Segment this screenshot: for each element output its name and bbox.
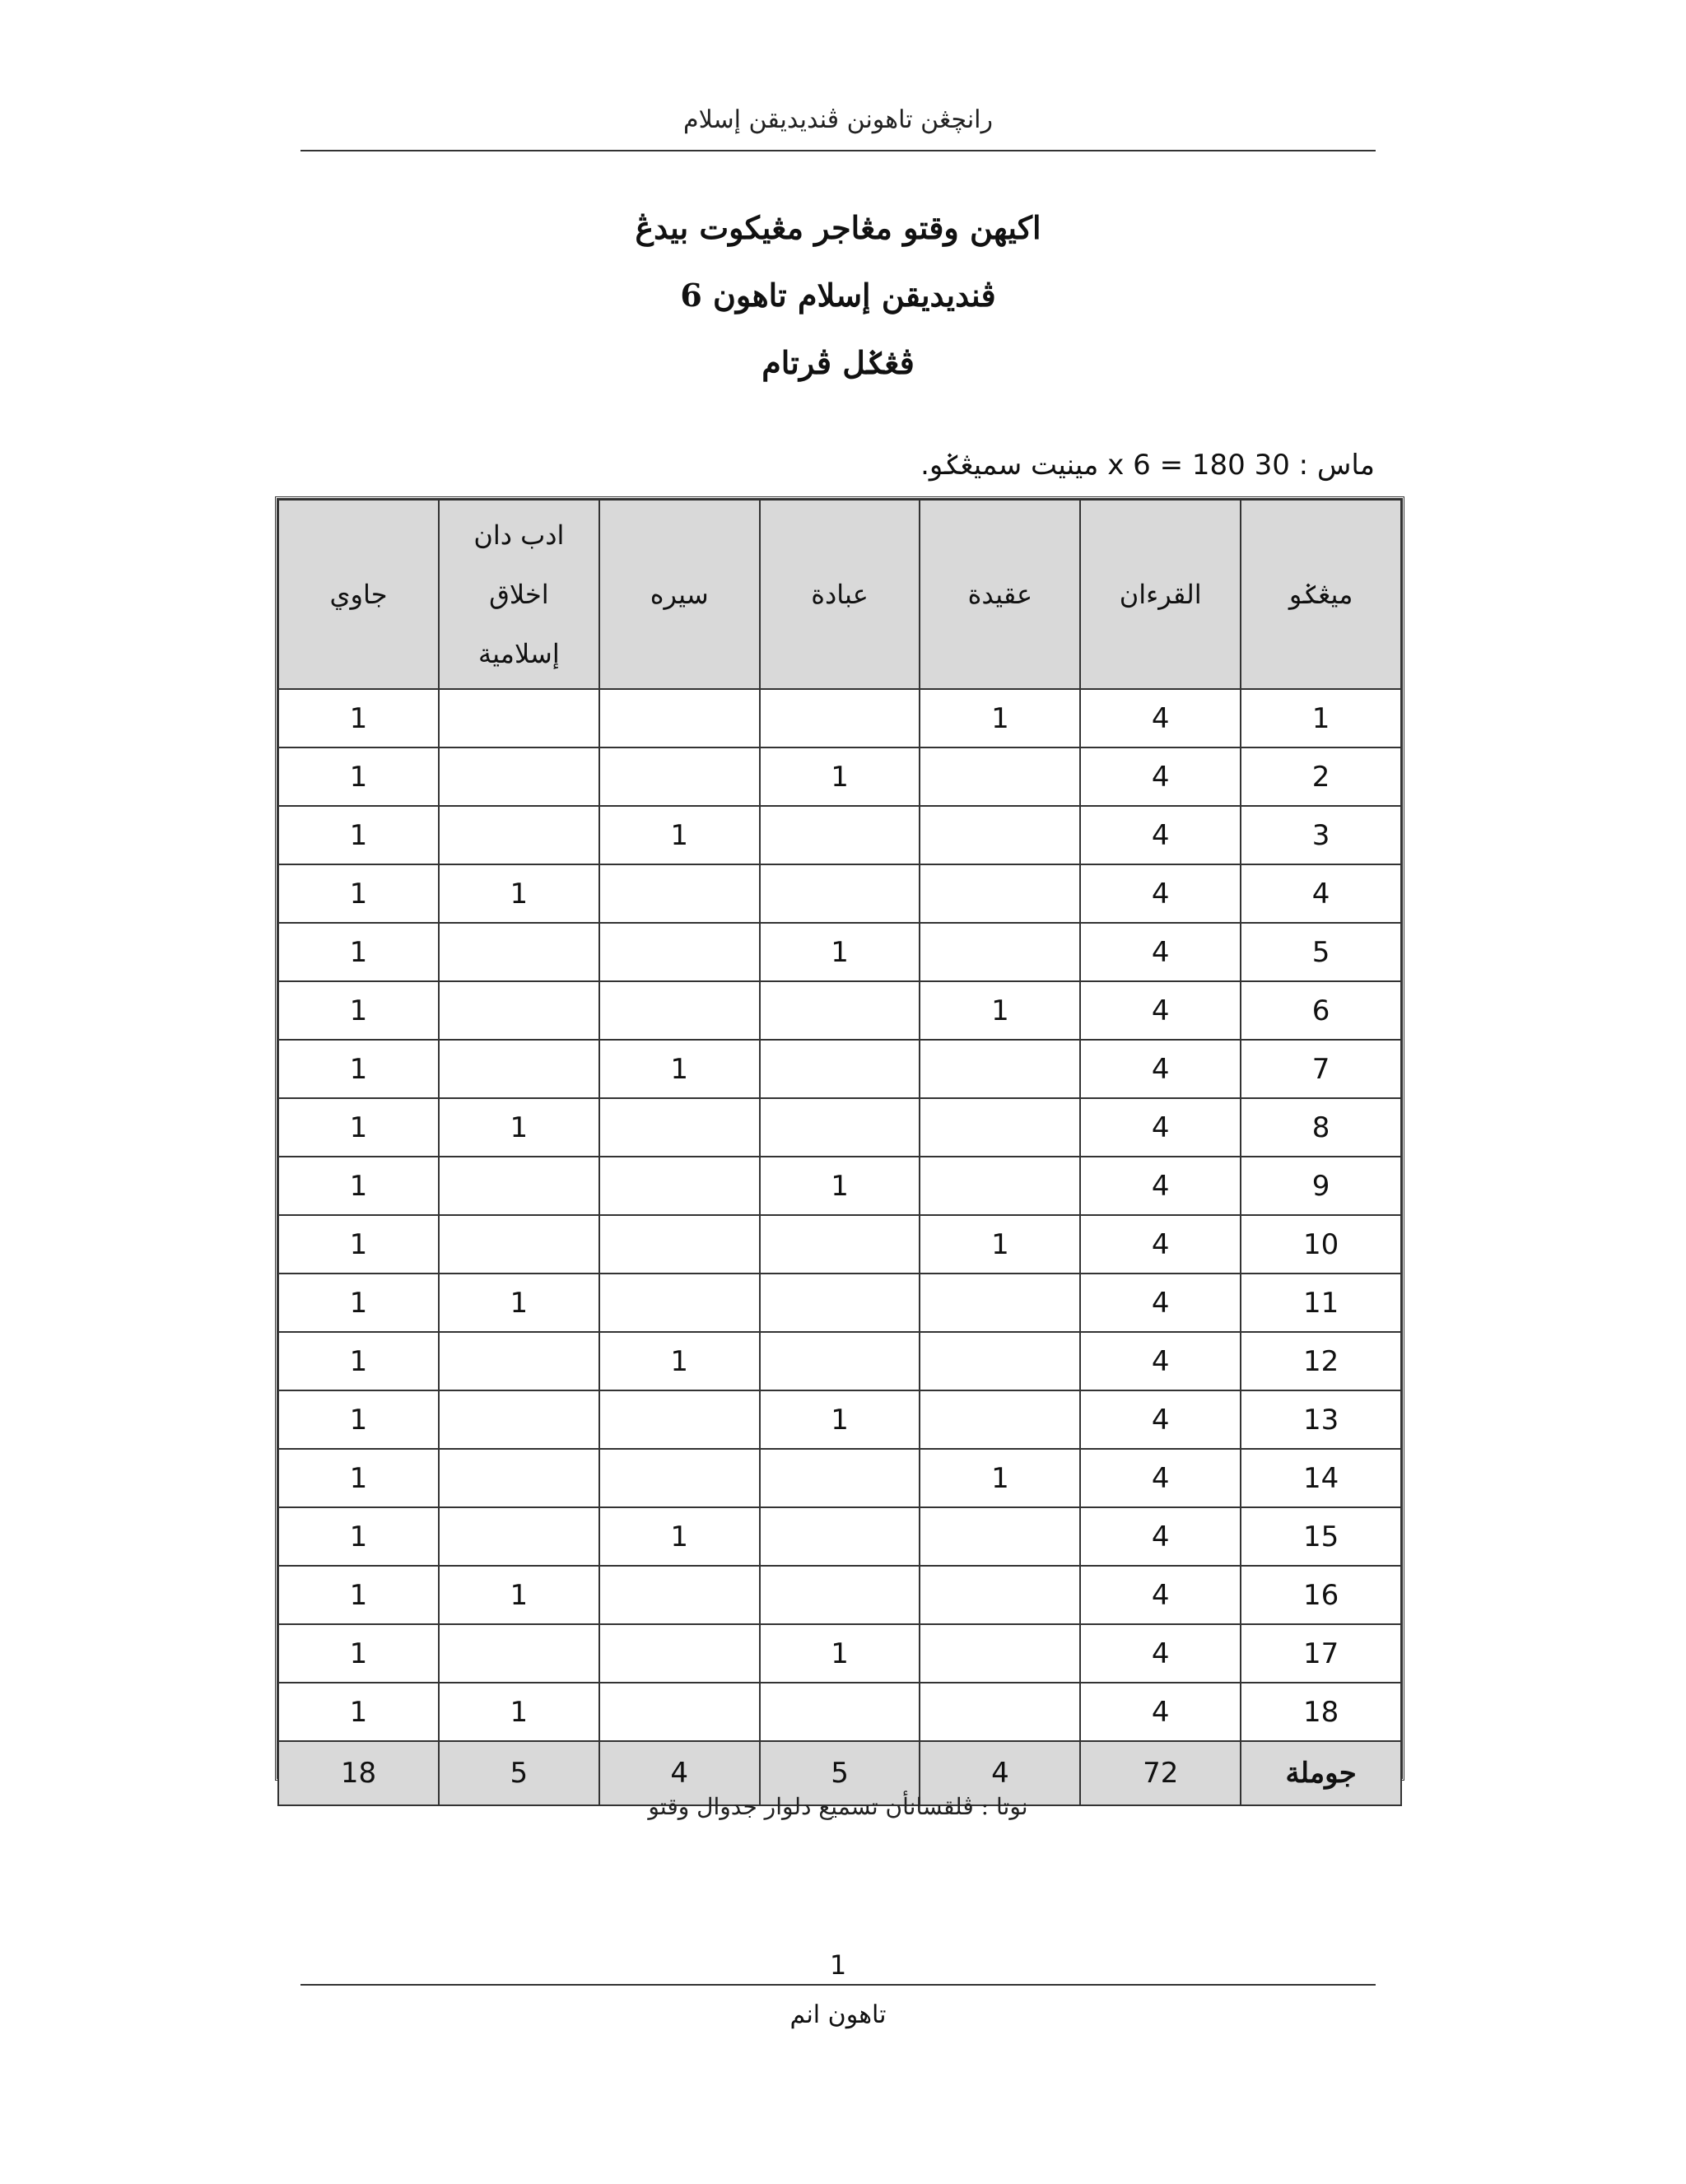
cell-jawi: 1 <box>278 689 439 747</box>
cell-adab <box>439 1390 599 1449</box>
cell-week: 13 <box>1241 1390 1401 1449</box>
table-note: نوتا : ڤلقسانأن تسميع دلوار جدوال وقتو <box>648 1793 1028 1820</box>
table-row <box>278 1157 1401 1215</box>
time-allocation-note: ماس : 30 x 6 = 180 مينيت سميڠݢو. <box>920 449 1375 482</box>
title-block <box>300 194 1376 397</box>
cell-ibadah <box>760 864 920 923</box>
cell-sirah: 1 <box>599 1507 760 1566</box>
cell-aqidah: 1 <box>920 689 1080 747</box>
cell-quran: 4 <box>1080 981 1241 1040</box>
totals-label: جوملة <box>1241 1741 1401 1805</box>
cell-week: 8 <box>1241 1098 1401 1157</box>
header-ibadah: عبادة <box>760 500 920 689</box>
cell-quran: 4 <box>1080 1449 1241 1507</box>
title-line-1: اكيهن وقتو مڠاجر مڠيكوت بيدڠ <box>635 209 1041 246</box>
header-adab-line-1: ادب دان <box>473 519 565 551</box>
cell-week: 4 <box>1241 864 1401 923</box>
cell-jawi: 1 <box>278 1683 439 1741</box>
cell-adab: 1 <box>439 864 599 923</box>
cell-ibadah <box>760 1683 920 1741</box>
title-line-3: ڤڠݢل ڤرتام <box>761 344 915 381</box>
cell-quran: 4 <box>1080 1040 1241 1098</box>
title-line-2: ڤنديديقن إسلام تاهون 6 <box>680 277 996 314</box>
cell-aqidah <box>920 1624 1080 1683</box>
cell-week: 2 <box>1241 747 1401 806</box>
cell-adab <box>439 1215 599 1274</box>
cell-adab <box>439 1624 599 1683</box>
cell-quran: 4 <box>1080 1274 1241 1332</box>
cell-week: 12 <box>1241 1332 1401 1390</box>
table-row <box>278 864 1401 923</box>
cell-jawi: 1 <box>278 1624 439 1683</box>
cell-sirah: 1 <box>599 1332 760 1390</box>
cell-ibadah: 1 <box>760 923 920 981</box>
cell-aqidah <box>920 1157 1080 1215</box>
cell-week: 14 <box>1241 1449 1401 1507</box>
cell-aqidah <box>920 747 1080 806</box>
cell-ibadah <box>760 1215 920 1274</box>
cell-sirah <box>599 1390 760 1449</box>
header-week: ميڠݢو <box>1241 500 1401 689</box>
cell-quran: 4 <box>1080 1566 1241 1624</box>
table-row <box>278 747 1401 806</box>
cell-jawi: 1 <box>278 806 439 864</box>
cell-sirah <box>599 689 760 747</box>
table-row <box>278 1566 1401 1624</box>
cell-adab <box>439 747 599 806</box>
cell-aqidah <box>920 1332 1080 1390</box>
cell-adab <box>439 1507 599 1566</box>
cell-aqidah: 1 <box>920 981 1080 1040</box>
cell-quran: 4 <box>1080 1215 1241 1274</box>
header-aqidah: عقيدة <box>920 500 1080 689</box>
cell-sirah <box>599 923 760 981</box>
cell-quran: 4 <box>1080 806 1241 864</box>
cell-sirah <box>599 1098 760 1157</box>
cell-week: 3 <box>1241 806 1401 864</box>
table-row <box>278 1624 1401 1683</box>
cell-sirah <box>599 747 760 806</box>
cell-aqidah <box>920 864 1080 923</box>
cell-jawi: 1 <box>278 923 439 981</box>
table-row <box>278 1215 1401 1274</box>
cell-sirah <box>599 1449 760 1507</box>
cell-adab <box>439 981 599 1040</box>
cell-sirah <box>599 864 760 923</box>
cell-ibadah: 1 <box>760 747 920 806</box>
table-row <box>278 1098 1401 1157</box>
cell-week: 5 <box>1241 923 1401 981</box>
cell-aqidah: 1 <box>920 1215 1080 1274</box>
total-ibadah: 5 <box>760 1741 920 1805</box>
cell-jawi: 1 <box>278 1215 439 1274</box>
cell-sirah: 1 <box>599 1040 760 1098</box>
cell-quran: 4 <box>1080 864 1241 923</box>
total-quran: 72 <box>1080 1741 1241 1805</box>
cell-adab <box>439 1157 599 1215</box>
cell-week: 1 <box>1241 689 1401 747</box>
cell-sirah: 1 <box>599 806 760 864</box>
cell-quran: 4 <box>1080 1390 1241 1449</box>
cell-sirah <box>599 1215 760 1274</box>
header-divider <box>300 150 1376 151</box>
cell-quran: 4 <box>1080 1683 1241 1741</box>
table-row <box>278 1507 1401 1566</box>
table-row <box>278 689 1401 747</box>
cell-sirah <box>599 1274 760 1332</box>
cell-aqidah <box>920 1390 1080 1449</box>
cell-sirah <box>599 981 760 1040</box>
cell-week: 7 <box>1241 1040 1401 1098</box>
cell-aqidah <box>920 1098 1080 1157</box>
cell-jawi: 1 <box>278 1449 439 1507</box>
cell-sirah <box>599 1624 760 1683</box>
cell-adab: 1 <box>439 1566 599 1624</box>
header-adab <box>439 500 599 689</box>
cell-adab: 1 <box>439 1098 599 1157</box>
schedule-table-frame <box>275 496 1404 1790</box>
running-header: رانچڠن تاهونن ڤنديديقن إسلام <box>683 105 993 134</box>
cell-week: 18 <box>1241 1683 1401 1741</box>
cell-jawi: 1 <box>278 1098 439 1157</box>
cell-aqidah <box>920 1566 1080 1624</box>
cell-jawi: 1 <box>278 1390 439 1449</box>
cell-ibadah <box>760 1274 920 1332</box>
cell-adab <box>439 1040 599 1098</box>
cell-ibadah <box>760 1566 920 1624</box>
cell-ibadah <box>760 1507 920 1566</box>
cell-ibadah <box>760 1098 920 1157</box>
table-header-row <box>278 500 1401 689</box>
table-row <box>278 1449 1401 1507</box>
total-adab: 5 <box>439 1741 599 1805</box>
cell-ibadah <box>760 1040 920 1098</box>
cell-week: 16 <box>1241 1566 1401 1624</box>
cell-quran: 4 <box>1080 689 1241 747</box>
header-jawi: جاوي <box>278 500 439 689</box>
total-jawi: 18 <box>278 1741 439 1805</box>
cell-week: 15 <box>1241 1507 1401 1566</box>
table-row <box>278 1390 1401 1449</box>
cell-week: 9 <box>1241 1157 1401 1215</box>
cell-aqidah <box>920 1683 1080 1741</box>
total-sirah: 4 <box>599 1741 760 1805</box>
cell-ibadah <box>760 981 920 1040</box>
cell-aqidah <box>920 1274 1080 1332</box>
cell-quran: 4 <box>1080 1507 1241 1566</box>
table-row <box>278 806 1401 864</box>
cell-ibadah <box>760 1332 920 1390</box>
cell-jawi: 1 <box>278 1507 439 1566</box>
cell-adab: 1 <box>439 1274 599 1332</box>
cell-ibadah: 1 <box>760 1157 920 1215</box>
table-row <box>278 1332 1401 1390</box>
cell-week: 11 <box>1241 1274 1401 1332</box>
cell-jawi: 1 <box>278 1332 439 1390</box>
total-aqidah: 4 <box>920 1741 1080 1805</box>
cell-quran: 4 <box>1080 1098 1241 1157</box>
cell-jawi: 1 <box>278 981 439 1040</box>
table-body <box>278 689 1401 1741</box>
cell-sirah <box>599 1683 760 1741</box>
cell-jawi: 1 <box>278 1566 439 1624</box>
footer-divider <box>300 1984 1376 1986</box>
header-sirah: سيره <box>599 500 760 689</box>
header-quran: القرءان <box>1080 500 1241 689</box>
cell-adab <box>439 1449 599 1507</box>
table-row <box>278 1274 1401 1332</box>
cell-ibadah: 1 <box>760 1624 920 1683</box>
cell-adab: 1 <box>439 1683 599 1741</box>
cell-sirah <box>599 1157 760 1215</box>
cell-aqidah <box>920 1507 1080 1566</box>
cell-jawi: 1 <box>278 864 439 923</box>
cell-ibadah <box>760 689 920 747</box>
running-footer: تاهون انم <box>789 2000 887 2029</box>
schedule-table <box>277 499 1402 1806</box>
table-row <box>278 1683 1401 1741</box>
cell-jawi: 1 <box>278 1274 439 1332</box>
cell-adab <box>439 806 599 864</box>
cell-jawi: 1 <box>278 747 439 806</box>
cell-sirah <box>599 1566 760 1624</box>
table-row <box>278 923 1401 981</box>
cell-aqidah <box>920 923 1080 981</box>
cell-ibadah: 1 <box>760 1390 920 1449</box>
table-row <box>278 1040 1401 1098</box>
table-row <box>278 981 1401 1040</box>
cell-quran: 4 <box>1080 1157 1241 1215</box>
cell-week: 6 <box>1241 981 1401 1040</box>
cell-quran: 4 <box>1080 1624 1241 1683</box>
cell-adab <box>439 1332 599 1390</box>
cell-aqidah: 1 <box>920 1449 1080 1507</box>
cell-ibadah <box>760 1449 920 1507</box>
cell-week: 17 <box>1241 1624 1401 1683</box>
cell-jawi: 1 <box>278 1157 439 1215</box>
cell-adab <box>439 923 599 981</box>
cell-aqidah <box>920 1040 1080 1098</box>
cell-quran: 4 <box>1080 747 1241 806</box>
header-adab-line-2: اخلاق <box>489 579 549 610</box>
cell-week: 10 <box>1241 1215 1401 1274</box>
header-adab-line-3: إسلامية <box>477 638 560 669</box>
cell-quran: 4 <box>1080 923 1241 981</box>
cell-aqidah <box>920 806 1080 864</box>
cell-ibadah <box>760 806 920 864</box>
page-number: 1 <box>829 1949 847 1981</box>
cell-jawi: 1 <box>278 1040 439 1098</box>
cell-quran: 4 <box>1080 1332 1241 1390</box>
cell-adab <box>439 689 599 747</box>
